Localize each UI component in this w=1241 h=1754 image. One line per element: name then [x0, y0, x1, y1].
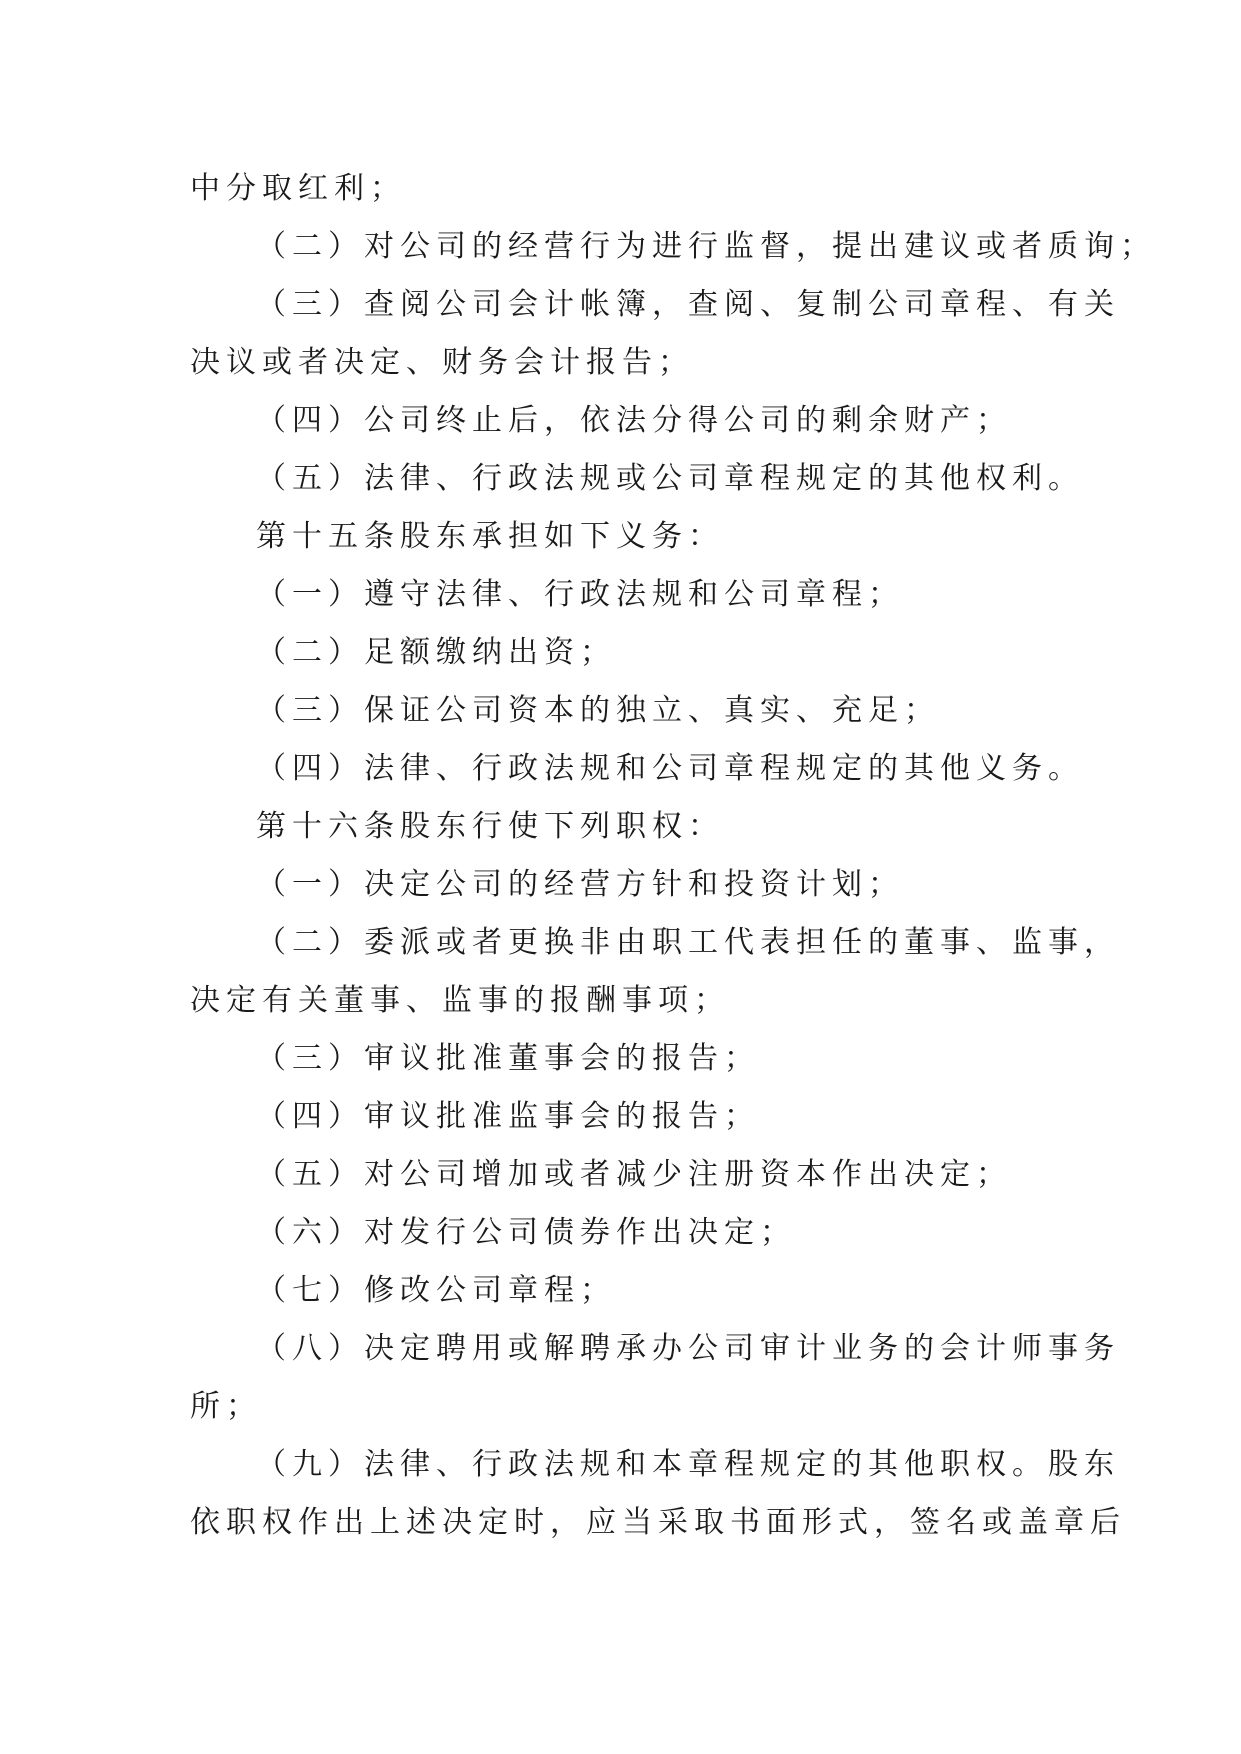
text-line: （九）法律、行政法规和本章程规定的其他职权。股东	[256, 1447, 1120, 1482]
text-line: （二）对公司的经营行为进行监督，提出建议或者质询；	[256, 229, 1156, 264]
text-line: 所；	[190, 1389, 262, 1424]
text-line: （四）公司终止后，依法分得公司的剩余财产；	[256, 403, 1012, 438]
text-line: 决定有关董事、监事的报酬事项；	[190, 983, 730, 1018]
text-line: 决议或者决定、财务会计报告；	[190, 345, 694, 380]
text-line: （二）足额缴纳出资；	[256, 635, 616, 670]
text-line: （五）法律、行政法规或公司章程规定的其他权利。	[256, 461, 1084, 496]
article-heading: 第十六条股东行使下列职权：	[256, 809, 724, 844]
text-line: （七）修改公司章程；	[256, 1273, 616, 1308]
text-line: 中分取红利；	[190, 171, 406, 206]
text-line: （三）保证公司资本的独立、真实、充足；	[256, 693, 940, 728]
text-line: （二）委派或者更换非由职工代表担任的董事、监事，	[256, 925, 1120, 960]
text-line: 依职权作出上述决定时，应当采取书面形式，签名或盖章后	[190, 1505, 1126, 1540]
text-line: （六）对发行公司债券作出决定；	[256, 1215, 796, 1250]
article-heading: 第十五条股东承担如下义务：	[256, 519, 724, 554]
text-line: （四）审议批准监事会的报告；	[256, 1099, 760, 1134]
document-body	[190, 160, 1156, 1552]
text-line: （三）审议批准董事会的报告；	[256, 1041, 760, 1076]
text-line: （五）对公司增加或者减少注册资本作出决定；	[256, 1157, 1012, 1192]
text-line: （一）遵守法律、行政法规和公司章程；	[256, 577, 904, 612]
text-line: （一）决定公司的经营方针和投资计划；	[256, 867, 904, 902]
text-line: （四）法律、行政法规和公司章程规定的其他义务。	[256, 751, 1084, 786]
text-line: （八）决定聘用或解聘承办公司审计业务的会计师事务	[256, 1331, 1120, 1366]
text-line: （三）查阅公司会计帐簿，查阅、复制公司章程、有关	[256, 287, 1120, 322]
